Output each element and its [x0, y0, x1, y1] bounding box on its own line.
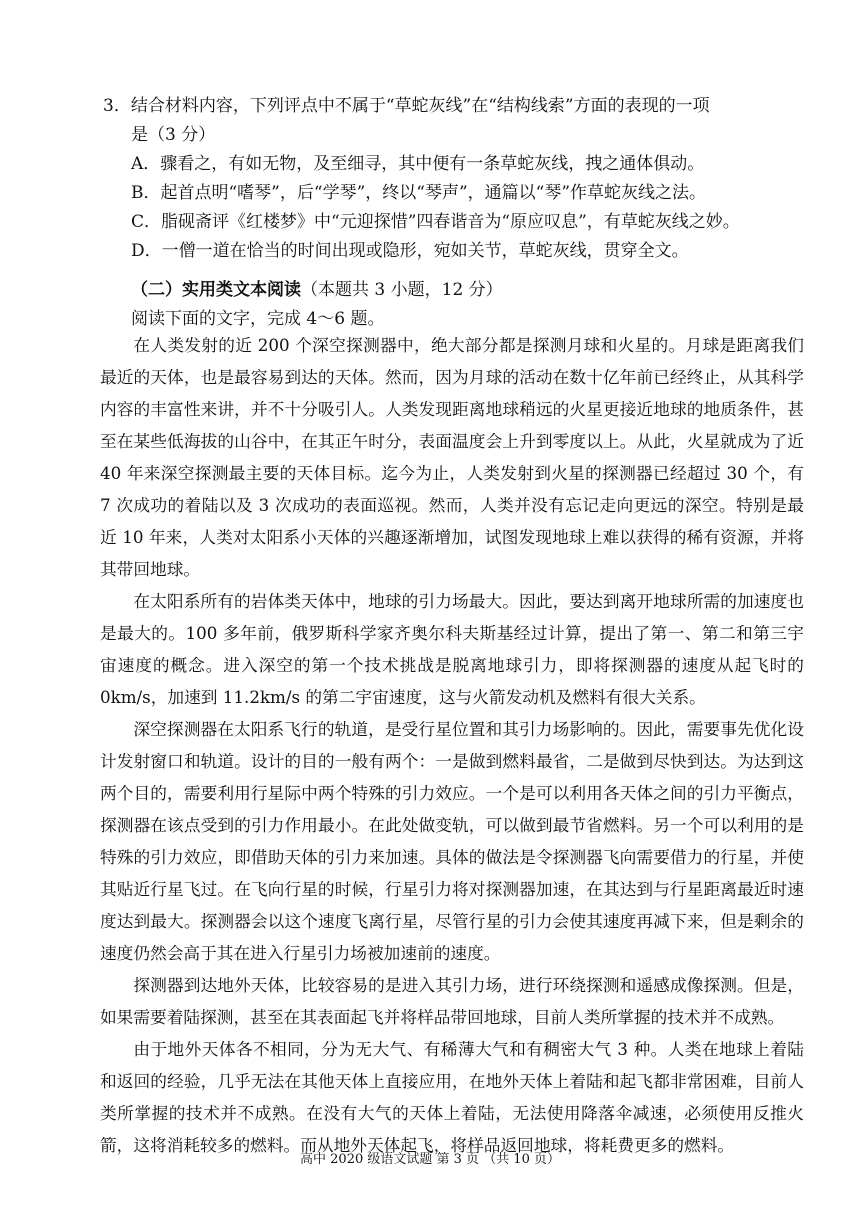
question-3-option-d: D．一僧一道在恰当的时间出现或隐形，宛如关节，草蛇灰线，贯穿全文。 [131, 241, 689, 261]
section-title: （二）实用类文本阅读 [131, 280, 301, 300]
passage-paragraph-1: 在人类发射的近 200 个深空探测器中，绝大部分都是探测月球和火星的。月球是距离我们最近的天体，也是最容易到达的天体。然而，因为月球的活动在数十亿年前已经终止，从其科学内容的丰富性来讲，并不十分吸引人。人类发现距离地球稍远的火星更接近地球的地质条件，甚至在某些低海拔的山谷中，在其正午时分，表面温度会上升到零度以上。从此，火星就成为了近 40 年来深空探测最主要的天体目标。迄今为止，人类发射到火星的探测器已经超过 30 个，有 7 次成功的着陆以及 3 次成功的表面巡视。然而，人类并没有忘记走向更远的深空。特别是最近 10 年来，人类对太阳系小天体的兴趣逐渐增加，试图发现地球上难以获得的稀有资源，并将其带回地球。 [100, 335, 804, 579]
question-3-option-a: A．骤看之，有如无物，及至细寻，其中便有一条草蛇灰线，拽之通体俱动。 [131, 154, 705, 174]
passage-paragraph-4: 探测器到达地外天体，比较容易的是进入其引力场，进行环绕探测和遥感成像探测。但是，如果需要着陆探测，甚至在其表面起飞并将样品带回地球，目前人类所掌握的技术并不成熟。 [100, 975, 804, 1027]
section-heading [131, 276, 771, 305]
question-3-stem-line1: 3．结合材料内容，下列评点中不属于“草蛇灰线”在“结构线索”方面的表现的一项 [103, 96, 710, 116]
question-3-option-c: C．脂砚斋评《红楼梦》中“元迎探惜”四春谐音为“原应叹息”，有草蛇灰线之妙。 [131, 212, 740, 232]
passage-paragraph-5: 由于地外天体各不相同，分为无大气、有稀薄大气和有稠密大气 3 种。人类在地球上着陆和返回的经验，几乎无法在其他天体上直接应用，在地外天体上着陆和起飞都非常困难，目前人类所掌握的技术并不成熟。在没有大气的天体上着陆，无法使用降落伞减速，必须使用反推火箭，这将消耗较多的燃料。而从地外天体起飞，将样品返回地球，将耗费更多的燃料。 [100, 1039, 804, 1155]
passage-paragraph-2: 在太阳系所有的岩体类天体中，地球的引力场最大。因此，要达到离开地球所需的加速度也是最大的。100 多年前，俄罗斯科学家齐奥尔科夫斯基经过计算，提出了第一、第二和第三宇宙速度的概念。进入深空的第一个技术挑战是脱离地球引力，即将探测器的速度从起飞时的 0km/s，加速到 11.2km/s 的第二宇宙速度，这与火箭发动机及燃料有很大关系。 [100, 591, 804, 707]
question-3-option-b: B．起首点明“嗜琴”，后“学琴”，终以“琴声”，通篇以“琴”作草蛇灰线之法。 [131, 183, 707, 203]
page-footer: 高中 2020 级语文试题 第 3 页 （共 10 页） [300, 1152, 560, 1167]
section-instruction: 阅读下面的文字，完成 4～6 题。 [131, 309, 385, 329]
question-3-stem-line2: 是（3 分） [131, 125, 216, 145]
section-note: （本题共 3 小题，12 分） [301, 280, 503, 300]
reading-passage [100, 329, 804, 1161]
passage-paragraph-3: 深空探测器在太阳系飞行的轨道，是受行星位置和其引力场影响的。因此，需要事先优化设计发射窗口和轨道。设计的目的一般有两个：一是做到燃料最省，二是做到尽快到达。为达到这两个目的，需要利用行星际中两个特殊的引力效应。一个是可以利用各天体之间的引力平衡点，探测器在该点受到的引力作用最小。在此处做变轨，可以做到最节省燃料。另一个可以利用的是特殊的引力效应，即借助天体的引力来加速。具体的做法是令探测器飞向需要借力的行星，并使其贴近行星飞过。在飞向行星的时候，行星引力将对探测器加速，在其达到与行星距离最近时速度达到最大。探测器会以这个速度飞离行星，尽管行星的引力会使其速度再减下来，但是剩余的速度仍然会高于其在进入行星引力场被加速前的速度。 [100, 719, 804, 963]
